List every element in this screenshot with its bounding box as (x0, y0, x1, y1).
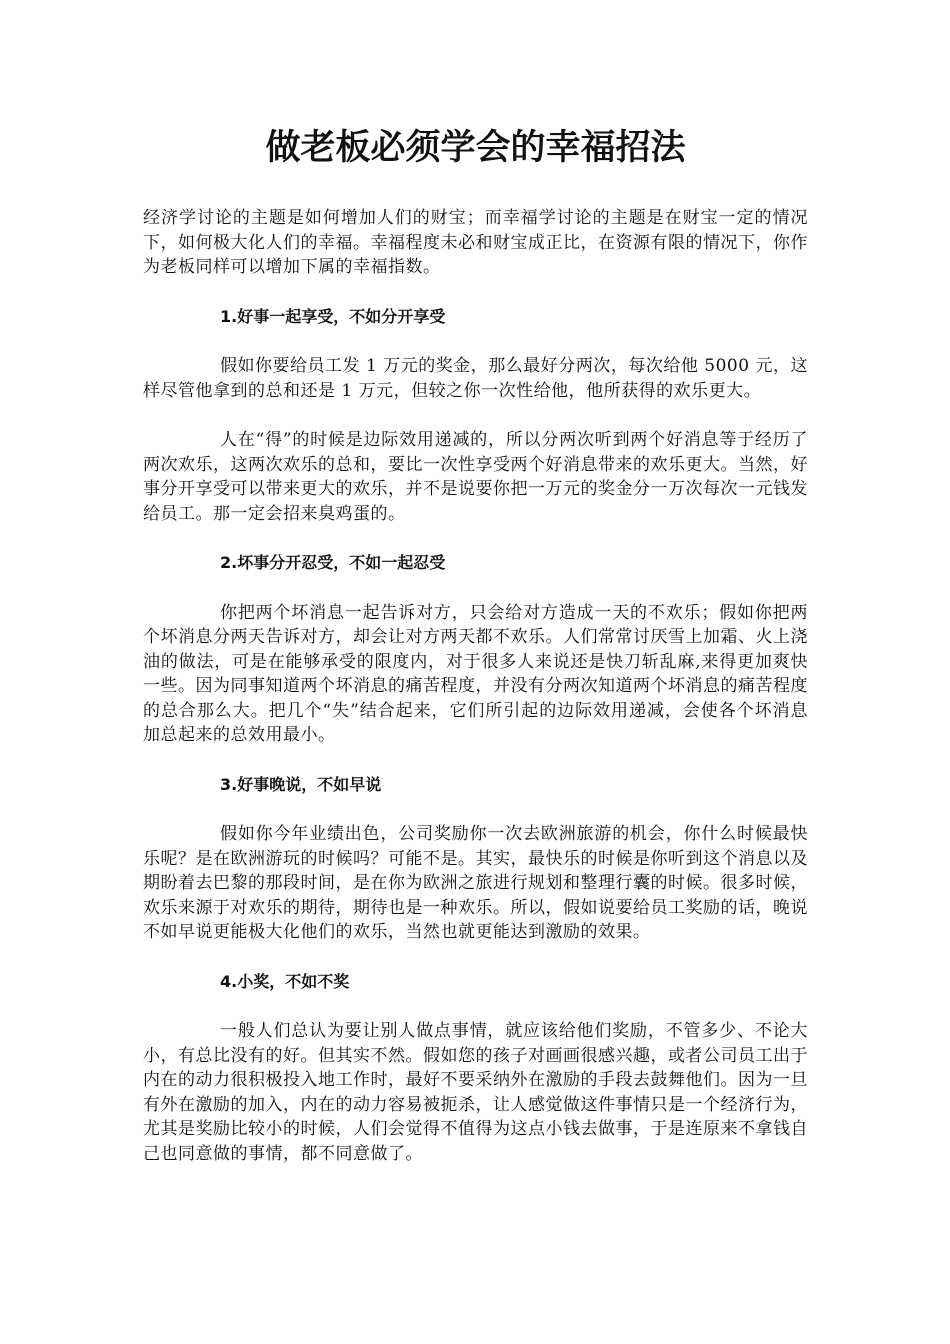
intro-paragraph: 经济学讨论的主题是如何增加人们的财宝；而幸福学讨论的主题是在财宝一定的情况下，如何极大化人们的幸福。幸福程度未必和财宝成正比，在资源有限的情况下，你作为老板同样可以增加下属的幸福指数。 (143, 208, 808, 277)
section-1-heading: 1.好事一起享受，不如分开享受 (220, 306, 446, 326)
section-1-paragraph-2: 人在“得”的时候是边际效用递减的，所以分两次听到两个好消息等于经历了两次欢乐，这两次欢乐的总和，要比一次性享受两个好消息带来的欢乐更大。当然，好事分开享受可以带来更大的欢乐，并不是说要你把一万元的奖金分一万次每次一元钱发给员工。那一定会招来臭鸡蛋的。 (143, 430, 808, 524)
document-page (143, 118, 808, 1166)
section-4-heading: 4.小奖，不如不奖 (220, 971, 350, 991)
section-2-paragraph-1: 你把两个坏消息一起告诉对方，只会给对方造成一天的不欢乐；假如你把两个坏消息分两天告诉对方，却会让对方两天都不欢乐。人们常常讨厌雪上加霜、火上浇油的做法，可是在能够承受的限度内，对于很多人来说还是快刀斩乱麻,来得更加爽快一些。因为同事知道两个坏消息的痛苦程度，并没有分两次知道两个坏消息的痛苦程度的总合那么大。把几个“失”结合起来，它们所引起的边际效用递减，会使各个坏消息加总起来的总效用最小。 (143, 602, 808, 745)
section-3-heading: 3.好事晚说，不如早说 (220, 774, 382, 794)
page-title: 做老板必须学会的幸福招法 (265, 128, 686, 168)
section-4-paragraph-1: 一般人们总认为要让别人做点事情，就应该给他们奖励，不管多少、不论大小，有总比没有的好。但其实不然。假如您的孩子对画画很感兴趣，或者公司员工出于内在的动力很积极投入地工作时，最好不要采纳外在激励的手段去鼓舞他们。因为一旦有外在激励的加入，内在的动力容易被扼杀，让人感觉做这件事情只是一个经济行为，尤其是奖励比较小的时候，人们会觉得不值得为这点小钱去做事，于是连原来不拿钱自己也同意做的事情，都不同意做了。 (143, 1021, 808, 1164)
section-3-paragraph-1: 假如你今年业绩出色，公司奖励你一次去欧洲旅游的机会，你什么时候最快乐呢？是在欧洲游玩的时候吗？可能不是。其实，最快乐的时候是你听到这个消息以及期盼着去巴黎的那段时间，是在你为欧洲之旅进行规划和整理行囊的时候。很多时候，欢乐来源于对欢乐的期待，期待也是一种欢乐。所以，假如说要给员工奖励的话，晚说不如早说更能极大化他们的欢乐，当然也就更能达到激励的效果。 (143, 824, 808, 942)
section-1-paragraph-1: 假如你要给员工发 1 万元的奖金，那么最好分两次，每次给他 5000 元，这样尽管他拿到的总和还是 1 万元，但较之你一次性给他，他所获得的欢乐更大。 (143, 356, 808, 401)
section-2-heading: 2.坏事分开忍受，不如一起忍受 (220, 553, 446, 572)
